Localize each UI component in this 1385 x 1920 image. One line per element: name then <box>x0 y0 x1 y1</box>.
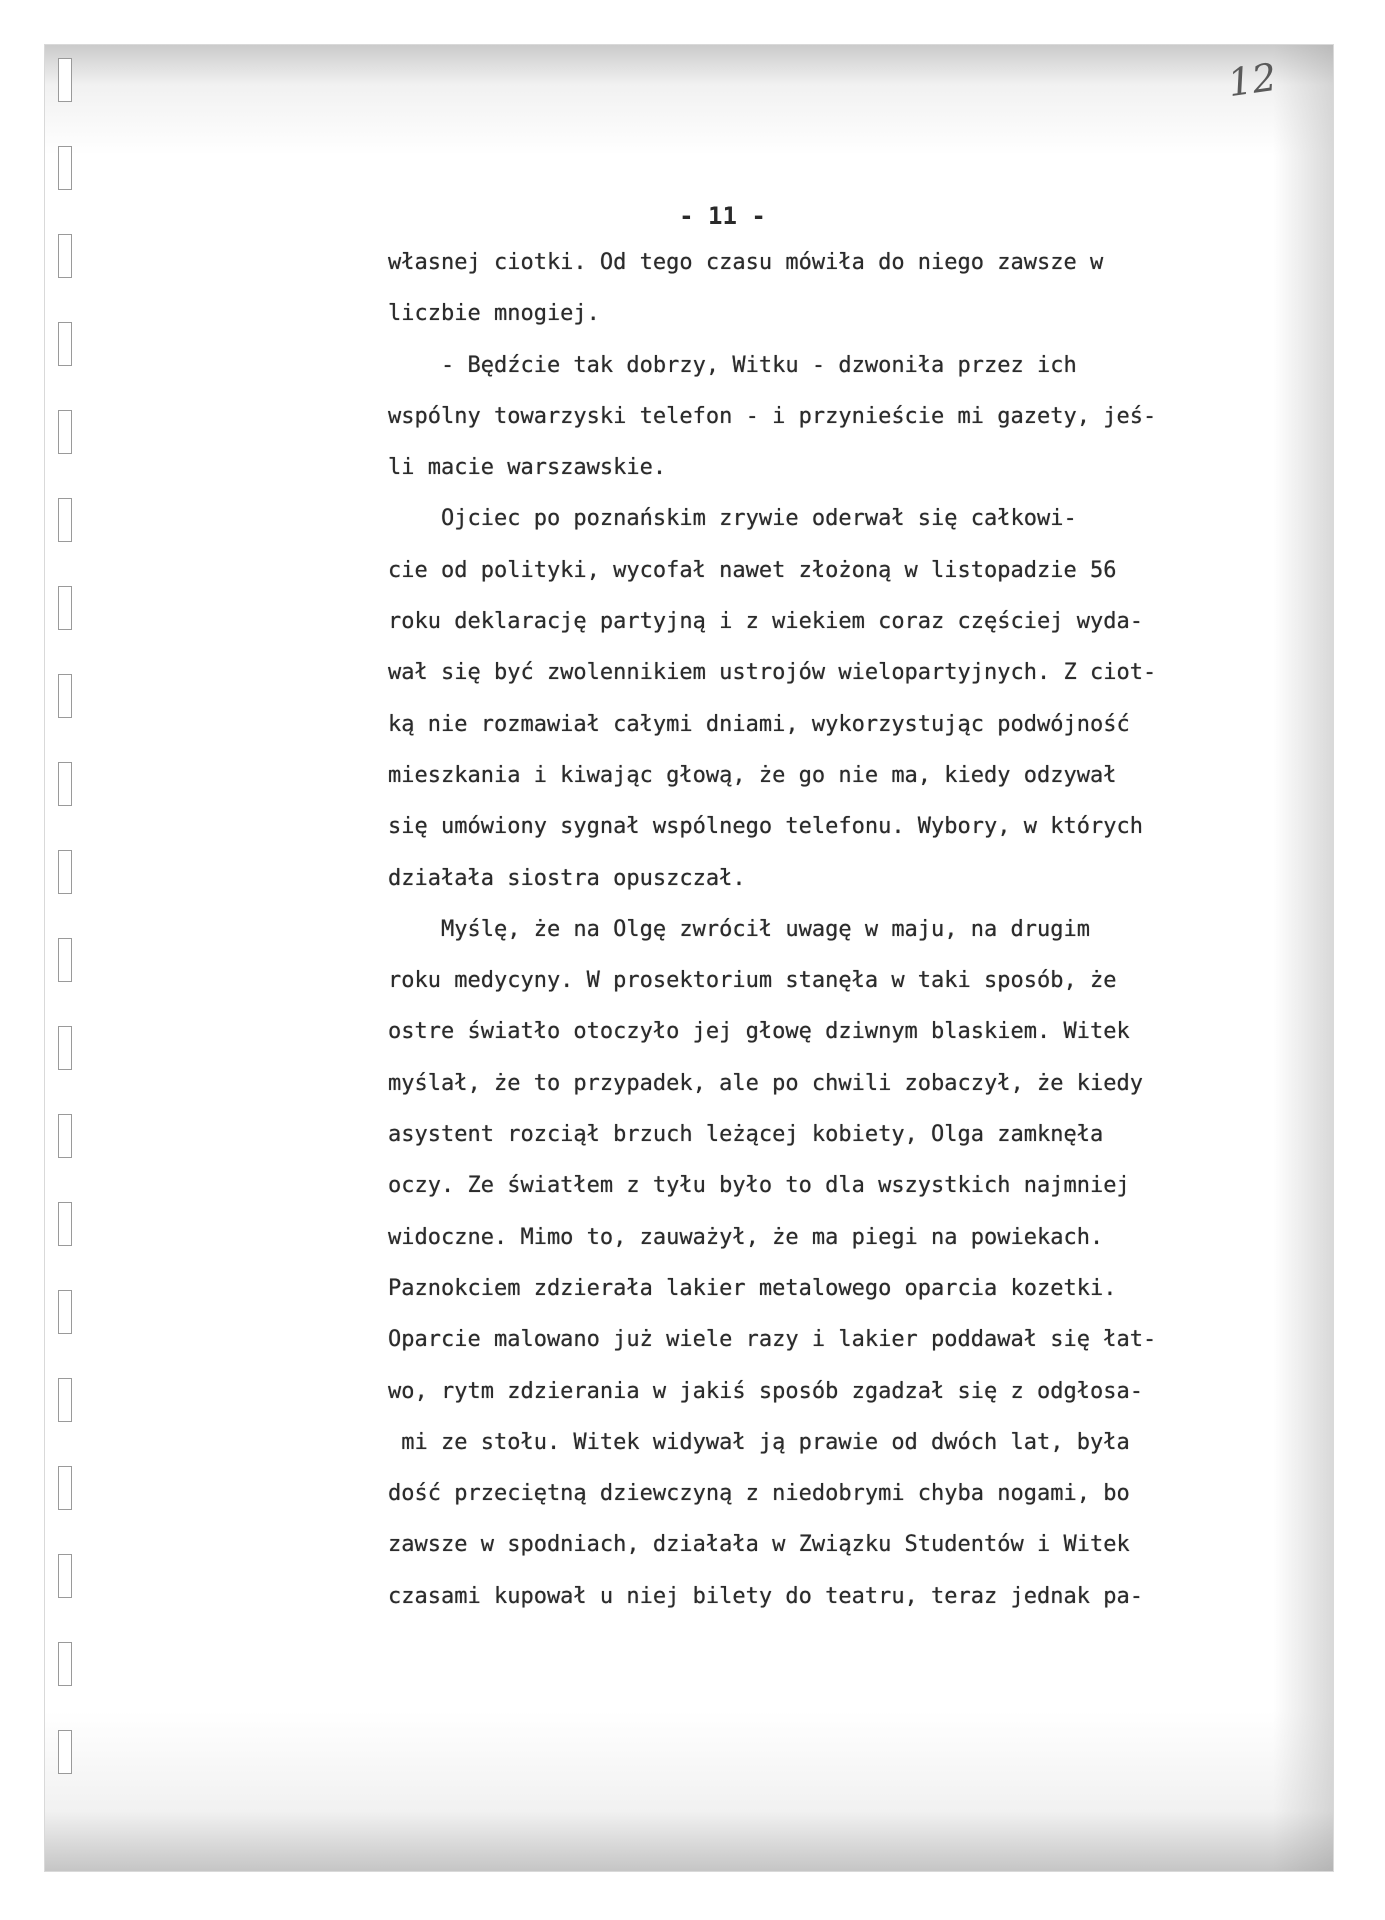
text-line: roku medycyny. W prosektorium stanęła w taki sposób, że <box>388 968 1117 994</box>
text-line: czasami kupował u niej bilety do teatru, teraz jednak pa- <box>388 1583 1143 1609</box>
text-line: Oparcie malowano już wiele razy i lakier poddawał się łat- <box>388 1327 1157 1353</box>
text-line: ką nie rozmawiał całymi dniami, wykorzystując podwójność <box>388 711 1130 737</box>
text-line: ostre światło otoczyło jej głowę dziwnym blaskiem. Witek <box>388 1019 1130 1045</box>
punch-hole <box>58 410 72 454</box>
text-line: wał się być zwolennikiem ustrojów wielopartyjnych. Z ciot- <box>388 660 1157 686</box>
text-line: wo, rytm zdzierania w jakiś sposób zgadzał się z odgłosa- <box>388 1378 1143 1404</box>
text-line: mi ze stołu. Witek widywał ją prawie od dwóch lat, była <box>388 1429 1130 1455</box>
punch-hole <box>58 58 72 102</box>
text-line: zawsze w spodniach, działała w Związku Studentów i Witek <box>388 1532 1130 1558</box>
punch-hole <box>58 1730 72 1774</box>
page-number: - 11 - <box>679 202 766 230</box>
handwritten-folio-number: 12 <box>1225 54 1280 106</box>
text-line: roku deklarację partyjną i z wiekiem coraz częściej wyda- <box>388 609 1143 635</box>
text-line: - Będźcie tak dobrzy, Witku - dzwoniła przez ich <box>388 352 1077 378</box>
punch-hole <box>58 1554 72 1598</box>
text-line: myślał, że to przypadek, ale po chwili zobaczył, że kiedy <box>388 1070 1143 1096</box>
text-line: Ojciec po poznańskim zrywie oderwał się całkowi- <box>388 506 1077 532</box>
text-line: cie od polityki, wycofał nawet złożoną w listopadzie 56 <box>388 557 1117 583</box>
punch-hole <box>58 1026 72 1070</box>
punch-hole <box>58 146 72 190</box>
text-line: własnej ciotki. Od tego czasu mówiła do niego zawsze w <box>388 250 1104 275</box>
text-line: działała siostra opuszczał. <box>388 865 746 891</box>
text-line: Myślę, że na Olgę zwrócił uwagę w maju, na drugim <box>388 916 1090 942</box>
text-line: widoczne. Mimo to, zauważył, że ma piegi na powiekach. <box>388 1224 1104 1250</box>
text-line: Paznokciem zdzierała lakier metalowego oparcia kozetki. <box>388 1275 1117 1301</box>
text-line: li macie warszawskie. <box>388 455 667 481</box>
punched-holes-strip <box>58 58 78 1858</box>
text-line: liczbie mnogiej. <box>388 301 600 327</box>
punch-hole <box>58 938 72 982</box>
punch-hole <box>58 586 72 630</box>
punch-hole <box>58 498 72 542</box>
text-line: mieszkania i kiwając głową, że go nie ma, kiedy odzywał <box>388 762 1117 788</box>
punch-hole <box>58 234 72 278</box>
text-line: oczy. Ze światłem z tyłu było to dla wszystkich najmniej <box>388 1173 1130 1199</box>
typescript-body <box>388 246 1280 1631</box>
punch-hole <box>58 1642 72 1686</box>
punch-hole <box>58 1114 72 1158</box>
text-line: się umówiony sygnał wspólnego telefonu. Wybory, w których <box>388 814 1143 840</box>
text-line: dość przeciętną dziewczyną z niedobrymi chyba nogami, bo <box>388 1481 1130 1507</box>
text-line: asystent rozciął brzuch leżącej kobiety, Olga zamknęła <box>388 1122 1104 1148</box>
punch-hole <box>58 1378 72 1422</box>
punch-hole <box>58 762 72 806</box>
punch-hole <box>58 674 72 718</box>
punch-hole <box>58 1290 72 1334</box>
punch-hole <box>58 1466 72 1510</box>
punch-hole <box>58 1202 72 1246</box>
punch-hole <box>58 850 72 894</box>
text-line: wspólny towarzyski telefon - i przynieście mi gazety, jeś- <box>388 403 1157 429</box>
punch-hole <box>58 322 72 366</box>
